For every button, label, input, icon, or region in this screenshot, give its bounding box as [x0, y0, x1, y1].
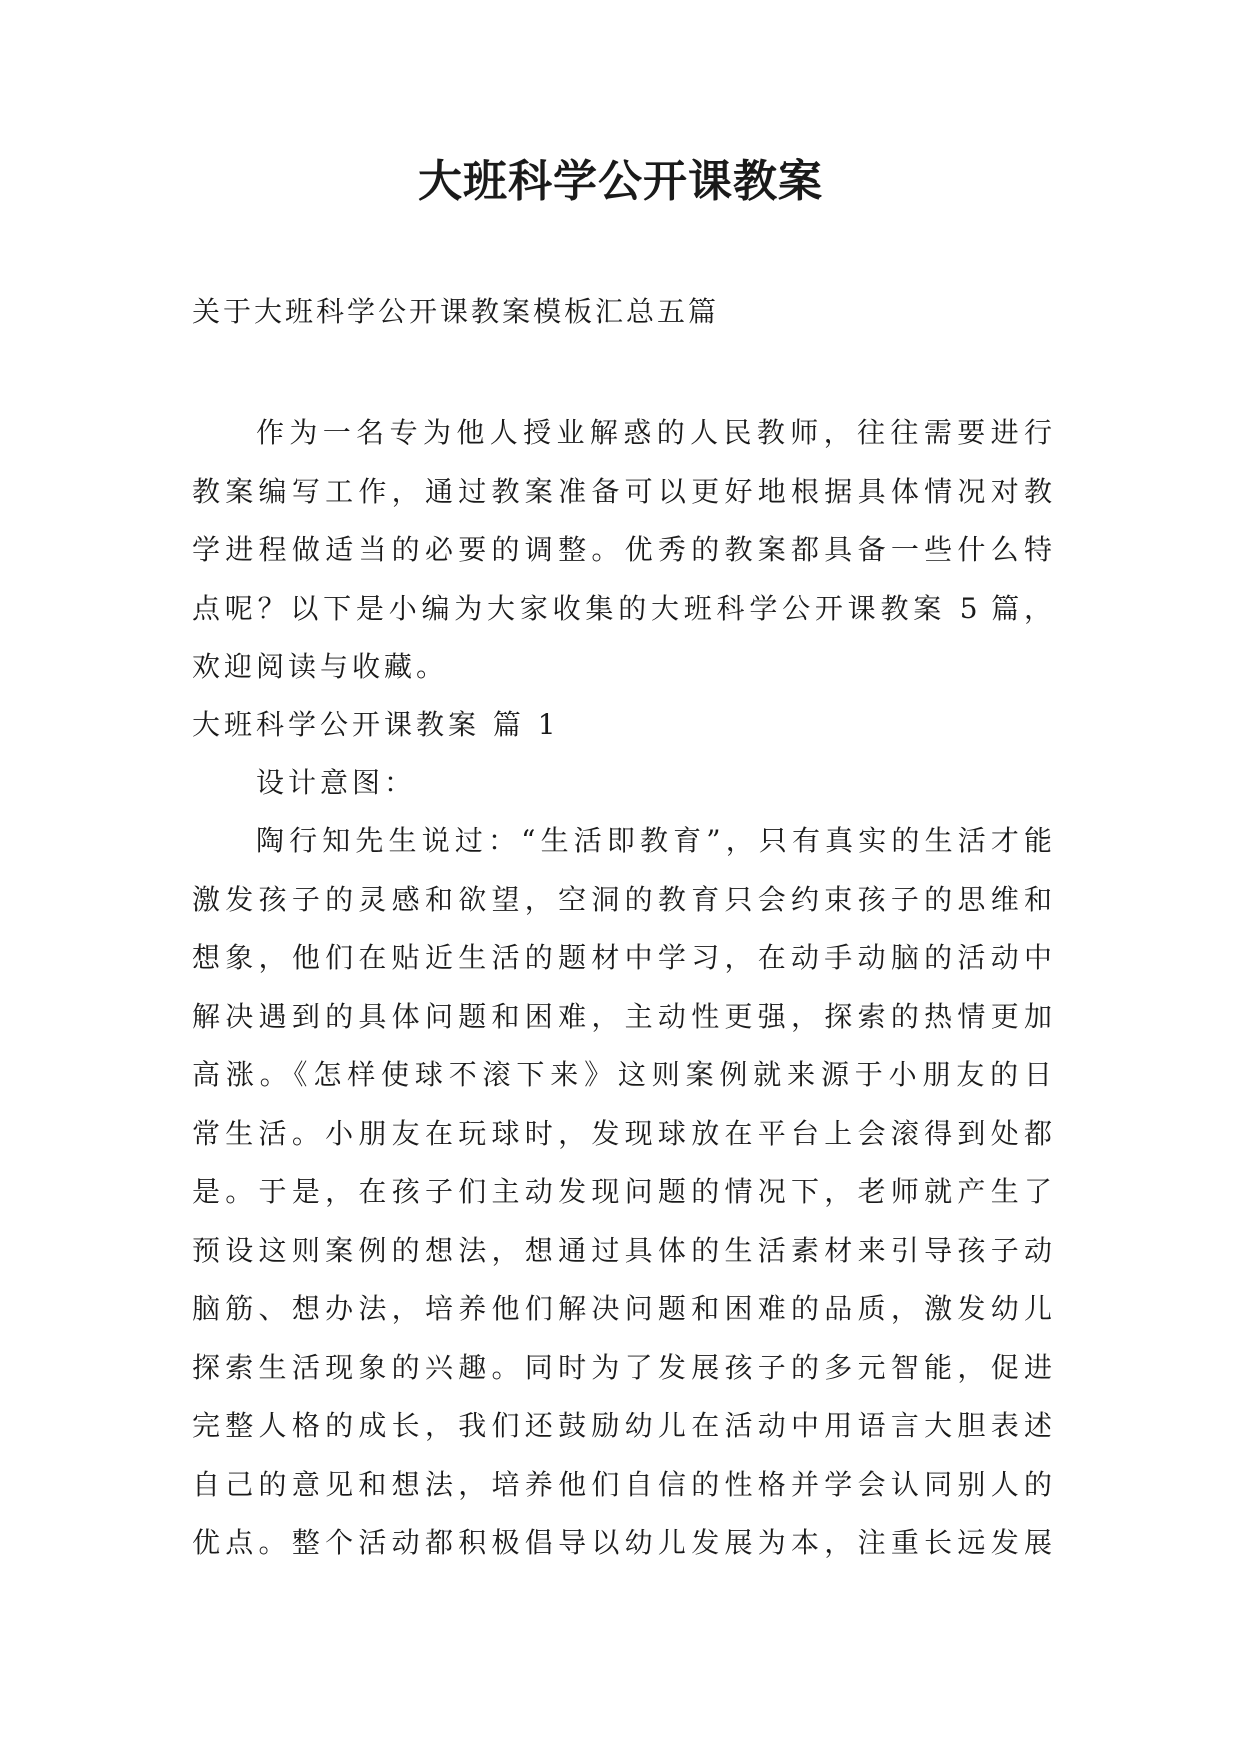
paragraph-line: 欢迎阅读与收藏。: [192, 650, 449, 683]
paragraph-line: 高涨。《怎样使球不滚下来》这则案例就来源于小朋友的日: [192, 1058, 1052, 1091]
paragraph-line: 自己的意见和想法，培养他们自信的性格并学会认同别人的: [192, 1467, 1052, 1501]
paragraph-line: 点呢？以下是小编为大家收集的大班科学公开课教案 5 篇，: [192, 591, 1052, 625]
section-heading: [192, 696, 1052, 755]
document-subtitle: 关于大班科学公开课教案模板汇总五篇: [192, 295, 720, 328]
paragraph-line: 想象，他们在贴近生活的题材中学习，在动手动脑的活动中: [192, 941, 1052, 974]
paragraph-line: 解决遇到的具体问题和困难，主动性更强，探索的热情更加: [192, 999, 1052, 1033]
paragraph-line: 脑筋、想办法，培养他们解决问题和困难的品质，激发幼儿: [192, 1292, 1052, 1325]
document-title: 大班科学公开课教案: [418, 156, 823, 207]
paragraph-line: 学进程做适当的必要的调整。优秀的教案都具备一些什么特: [192, 533, 1052, 566]
paragraph-line: 探索生活现象的兴趣。同时为了发展孩子的多元智能，促进: [192, 1350, 1052, 1384]
paragraph-line: 陶行知先生说过：“生活即教育”，只有真实的生活才能: [256, 824, 1052, 857]
design-intent-label: [192, 754, 1052, 813]
intro-paragraph: [192, 404, 1052, 697]
section-heading-text: 大班科学公开课教案 篇 1: [192, 708, 560, 741]
paragraph-line: 作为一名专为他人授业解惑的人民教师，往往需要进行: [256, 416, 1052, 449]
paragraph-line: 完整人格的成长，我们还鼓励幼儿在活动中用语言大胆表述: [192, 1409, 1052, 1442]
paragraph-line: 教案编写工作，通过教案准备可以更好地根据具体情况对教: [192, 474, 1052, 508]
paragraph-line: 预设这则案例的想法，想通过具体的生活素材来引导孩子动: [192, 1233, 1052, 1267]
paragraph-line: 常生活。小朋友在玩球时，发现球放在平台上会滚得到处都: [192, 1116, 1052, 1150]
design-intent-label-text: 设计意图：: [256, 766, 417, 799]
paragraph-line: 激发孩子的灵感和欲望，空洞的教育只会约束孩子的思维和: [192, 882, 1052, 916]
paragraph-line: 优点。整个活动都积极倡导以幼儿发展为本，注重长远发展: [192, 1526, 1052, 1559]
design-intent-paragraph: [192, 812, 1052, 1573]
paragraph-line: 是。于是，在孩子们主动发现问题的情况下，老师就产生了: [192, 1175, 1052, 1208]
